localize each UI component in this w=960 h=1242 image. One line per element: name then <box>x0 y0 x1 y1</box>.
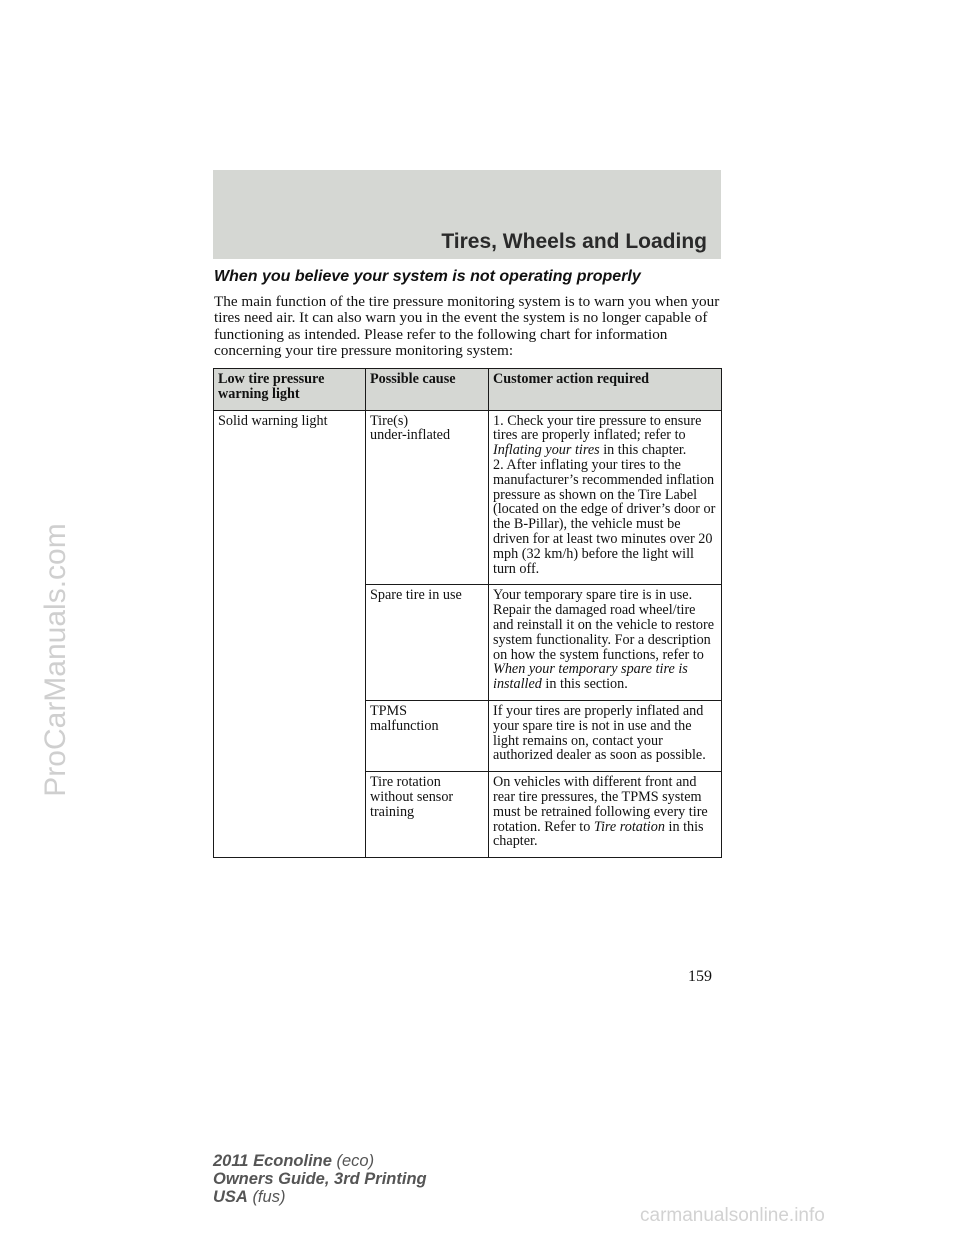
side-watermark: ProCarManuals.com <box>39 523 72 797</box>
page-number: 159 <box>688 968 712 985</box>
cross-reference: When your temporary spare tire is installed <box>493 661 688 693</box>
cross-reference: Inflating your tires <box>493 442 600 459</box>
action-cell: 1. Check your tire pressure to ensure tires are properly inflated; refer to Inflating your tires in this chapter. 2. After inflating your tires to the manufacturer’s recommended inflation pressure as shown on the Tire Label (located on the edge of driver’s door or the B-Pillar), the vehicle must be driven for at least two minutes over 20 mph (32 km/h) before the light will turn off. <box>489 410 722 585</box>
tpms-troubleshooting-table <box>213 368 722 858</box>
section-title: Tires, Wheels and Loading <box>441 230 707 253</box>
warning-light-cell: Solid warning light <box>214 410 366 858</box>
cause-cell: Spare tire in use <box>366 585 489 701</box>
table-row <box>214 410 722 585</box>
header-possible-cause: Possible cause <box>366 369 489 411</box>
table-header-row <box>214 369 722 411</box>
cross-reference: Tire rotation <box>593 818 665 835</box>
footer-model-line: 2011 Econoline (eco) <box>213 1152 375 1170</box>
section-header-band <box>213 170 721 259</box>
action-cell: Your temporary spare tire is in use. Repair the damaged road wheel/tire and reinstall it on the vehicle to restore system functionality. For a description on how the system functions, refer to When your temporary spare tire is installed in this section. <box>489 585 722 701</box>
cause-cell: Tire(s) under-inflated <box>366 410 489 585</box>
action-cell: If your tires are properly inflated and your spare tire is not in use and the light remains on, contact your authorized dealer as soon as possible. <box>489 700 722 771</box>
cause-cell: TPMS malfunction <box>366 700 489 771</box>
header-customer-action: Customer action required <box>489 369 722 411</box>
bottom-watermark: carmanualsonline.info <box>640 1205 825 1226</box>
footer-guide-line: Owners Guide, 3rd Printing <box>213 1170 427 1188</box>
intro-paragraph: The main function of the tire pressure monitoring system is to warn you when your tires need air. It can also warn you in the event the system is no longer capable of functioning as intended. Please refer to the following chart for information concerning your tire pressure monitoring system: <box>214 293 720 359</box>
header-warning-light: Low tire pressure warning light <box>214 369 366 411</box>
subheading: When you believe your system is not operating properly <box>214 268 641 285</box>
cause-cell: Tire rotation without sensor training <box>366 772 489 858</box>
footer-region-line: USA (fus) <box>213 1188 286 1206</box>
footer <box>213 1152 427 1206</box>
action-cell: On vehicles with different front and rear tire pressures, the TPMS system must be retrained following every tire rotation. Refer to Tire rotation in this chapter. <box>489 772 722 858</box>
